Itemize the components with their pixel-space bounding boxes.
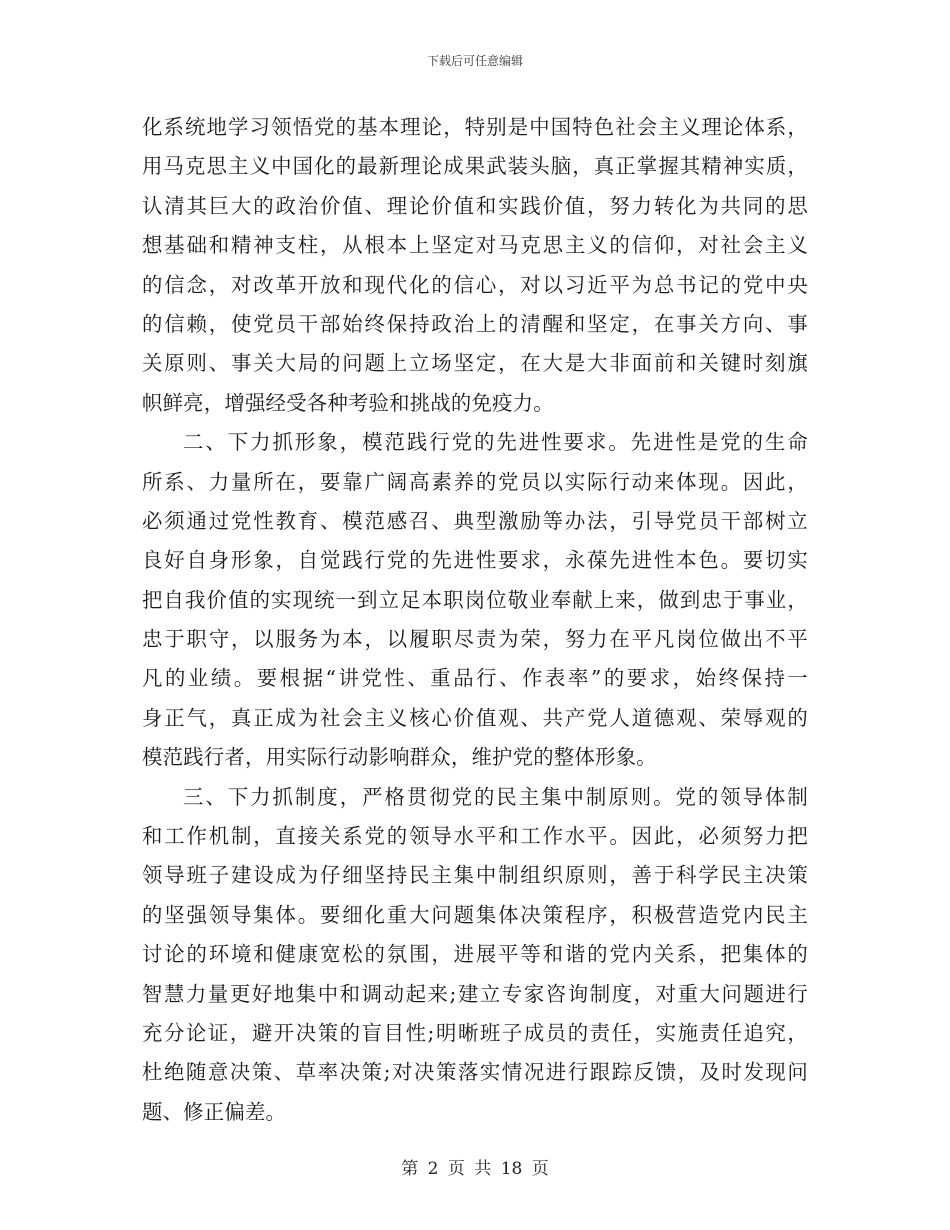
body-text	[142, 108, 808, 1132]
text-line: 凡的业绩。要根据“讲党性、重品行、作表率”的要求，始终保持一	[142, 666, 808, 691]
text-line: 题、修正偏差。	[142, 1099, 287, 1124]
text-line: 智慧力量更好地集中和调动起来;建立专家咨询制度，对重大问题进行	[142, 981, 808, 1006]
text-line: 忠于职守，以服务为本，以履职尽责为荣，努力在平凡岗位做出不平	[142, 627, 808, 652]
paragraph-2	[142, 423, 808, 778]
text-line: 杜绝随意决策、草率决策;对决策落实情况进行跟踪反馈，及时发现问	[142, 1060, 808, 1085]
text-line: 和工作机制，直接关系党的领导水平和工作水平。因此，必须努力把	[142, 824, 808, 849]
text-line: 认清其巨大的政治价值、理论价值和实践价值，努力转化为共同的思	[142, 193, 808, 218]
page-header: 下载后可任意编辑	[426, 54, 523, 68]
text-line: 讨论的环境和健康宽松的氛围，进展平等和谐的党内关系，把集体的	[142, 942, 808, 967]
text-line: 的坚强领导集体。要细化重大问题集体决策程序，积极营造党内民主	[142, 902, 808, 927]
text-line: 所系、力量所在，要靠广阔高素养的党员以实际行动来体现。因此，	[142, 469, 808, 494]
text-line: 的信赖，使党员干部始终保持政治上的清醒和坚定，在事关方向、事	[142, 311, 808, 336]
text-line: 用马克思主义中国化的最新理论成果武装头脑，真正掌握其精神实质，	[142, 154, 808, 179]
text-line: 的信念，对改革开放和现代化的信心，对以习近平为总书记的党中央	[142, 272, 808, 297]
text-line: 化系统地学习领悟党的基本理论，特别是中国特色社会主义理论体系，	[142, 115, 808, 139]
text-line: 充分论证，避开决策的盲目性;明晰班子成员的责任，实施责任追究，	[142, 1020, 808, 1045]
text-line: 良好自身形象，自觉践行党的先进性要求，永葆先进性本色。要切实	[142, 548, 808, 573]
page-number: 第 2 页 共 18 页	[401, 1159, 549, 1179]
text-line: 身正气，真正成为社会主义核心价值观、共产党人道德观、荣辱观的	[142, 705, 808, 730]
text-line: 三、下力抓制度，严格贯彻党的民主集中制原则。党的领导体制	[183, 784, 808, 809]
text-line: 想基础和精神支柱，从根本上坚定对马克思主义的信仰，对社会主义	[142, 233, 808, 258]
text-line: 关原则、事关大局的问题上立场坚定，在大是大非面前和关键时刻旗	[142, 351, 808, 376]
text-line: 必须通过党性教育、模范感召、典型激励等办法，引导党员干部树立	[142, 508, 808, 533]
paragraph-1	[142, 108, 808, 423]
text-line: 二、下力抓形象，模范践行党的先进性要求。先进性是党的生命	[183, 430, 808, 455]
paragraph-3	[142, 778, 808, 1133]
text-line: 领导班子建设成为仔细坚持民主集中制组织原则，善于科学民主决策	[142, 863, 808, 888]
text-line: 帜鲜亮，增强经受各种考验和挑战的免疫力。	[142, 390, 554, 415]
text-line: 模范践行者，用实际行动影响群众，维护党的整体形象。	[142, 745, 657, 770]
text-line: 把自我价值的实现统一到立足本职岗位敬业奉献上来，做到忠于事业，	[142, 587, 808, 612]
